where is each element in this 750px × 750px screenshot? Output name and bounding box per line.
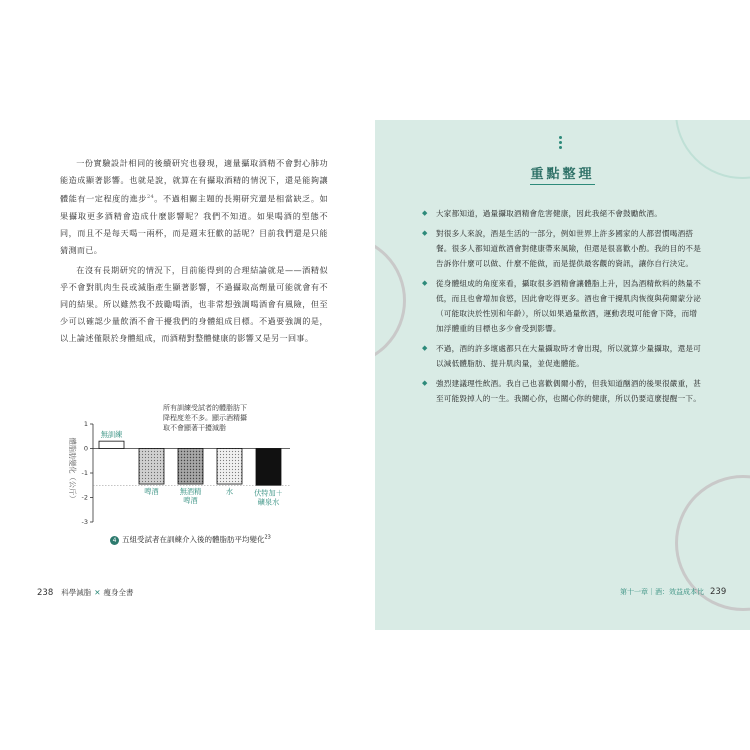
book-title-part-1: 科學減脂 <box>61 588 92 597</box>
chart-plot <box>68 420 290 526</box>
y-tick-label: -2 <box>81 493 88 502</box>
category-label: 礦泉水 <box>257 497 280 507</box>
paragraph-1: 一份實驗設計相同的後續研究也發現，適量攝取酒精不會對心肺功能造成顯著影響。也就是說，就算在有攝取酒精的情況下，還是能夠讓體能有一定程度的進步$^{24}$。不過相關主題的長期研究還是相當缺乏。如果攝取更多酒精會造成什麼影響呢？我們不知道。如果喝酒的型態不同，而且不是每天喝一兩杯，而是週末狂歡的話呢？目前我們還是只能猜測而已。 <box>60 158 328 255</box>
figure-number-badge: 4 <box>110 536 119 545</box>
bar <box>178 449 203 485</box>
left-folio <box>37 587 134 598</box>
category-label: 無訓練 <box>100 430 123 440</box>
y-tick-label: -3 <box>81 518 88 527</box>
bar <box>99 441 124 448</box>
chart-annotation-line-1: 所有訓練受試者的體脂肪下 <box>163 404 247 412</box>
category-label: 伏特加＋ <box>254 488 283 498</box>
bar <box>256 449 281 486</box>
right-page-number: 239 <box>710 587 727 597</box>
summary-item: ◆ 大家都知道，過量攝取酒精會危害健康，因此我絕不會鼓勵飲酒。 <box>422 206 702 221</box>
category-label: 無酒精 <box>179 487 202 497</box>
figure-caption: 4 五組受試者在訓練介入後的體脂肪平均變化$^{23}$ <box>110 534 271 545</box>
y-tick-label: 1 <box>83 420 88 429</box>
category-label: 啤酒 <box>144 487 159 497</box>
title-underline <box>530 184 595 185</box>
dots-icon <box>557 136 563 151</box>
cross-icon: ✕ <box>94 588 101 597</box>
bar <box>217 449 242 485</box>
summary-item: ◆ 從身體組成的角度來看，攝取很多酒精會讓體脂上升，因為酒精飲料的熱量不低，而且也會增加食慾，因此會吃得更多。酒也會干擾肌肉恢復與荷爾蒙分泌（可能取決於性別和年齡），所以如果過量飲酒，運動表現可能會下降，而增加浮體重的目標也多少會受到影響。 <box>422 276 702 336</box>
summary-item: ◆ 對很多人來說，酒是生活的一部分，例如世界上許多國家的人都習慣喝酒搭餐。很多人都知道飲酒會對健康帶來風險，但還是很喜歡小酌。我的目的不是告訴你什麼可以做、什麼不能做，而是提供最客觀的資訊，讓你自行決定。 <box>422 226 702 271</box>
chapter-title: 第十一章｜酒：效益成本比 <box>620 588 704 596</box>
decorative-circle-left <box>375 235 406 366</box>
summary-item: ◆ 不過，酒的許多壞處都只在大量攝取時才會出現，所以就算少量攝取，還是可以減低體脂肪、提升肌肉量，並促進體能。 <box>422 341 702 371</box>
bar <box>139 449 164 485</box>
y-tick-label: -1 <box>81 469 88 478</box>
summary-list <box>422 206 702 411</box>
category-label: 水 <box>225 487 234 497</box>
category-label: 啤酒 <box>183 496 198 506</box>
y-tick-label: 0 <box>83 444 88 453</box>
book-title-part-2: 瘦身全書 <box>103 588 134 597</box>
summary-title: 重點整理 <box>530 167 595 182</box>
right-folio <box>620 587 726 597</box>
summary-item: ◆ 強烈建議理性飲酒。我自己也喜歡偶爾小酌，但我知道酗酒的後果很嚴重，甚至可能毀掉人的一生。我關心你，也關心你的健康，所以仍要這麼提醒一下。 <box>422 376 702 406</box>
paragraph-2: 在沒有長期研究的情況下，目前能得到的合理結論就是——酒精似乎不會對肌肉生長或減脂產生顯著影響，不過攝取高劑量可能就會有不同的結果。所以雖然我不鼓勵喝酒，也非常想強調喝酒會有風險，但至少可以確認少量飲酒不會干擾我們的身體組成目標。不過要強調的是，以上論述僅限於身體組成，而酒精對整體健康的影響又是另一回事。 <box>60 265 328 343</box>
left-page-number: 238 <box>37 588 54 598</box>
y-axis-label: 體脂肪變化（公斤） <box>68 437 77 503</box>
chart-annotation-line-2: 降程度差不多。顯示酒精攝 <box>163 414 247 422</box>
chart-annotation-line-3: 取不會顯著干擾減脂 <box>163 424 226 432</box>
